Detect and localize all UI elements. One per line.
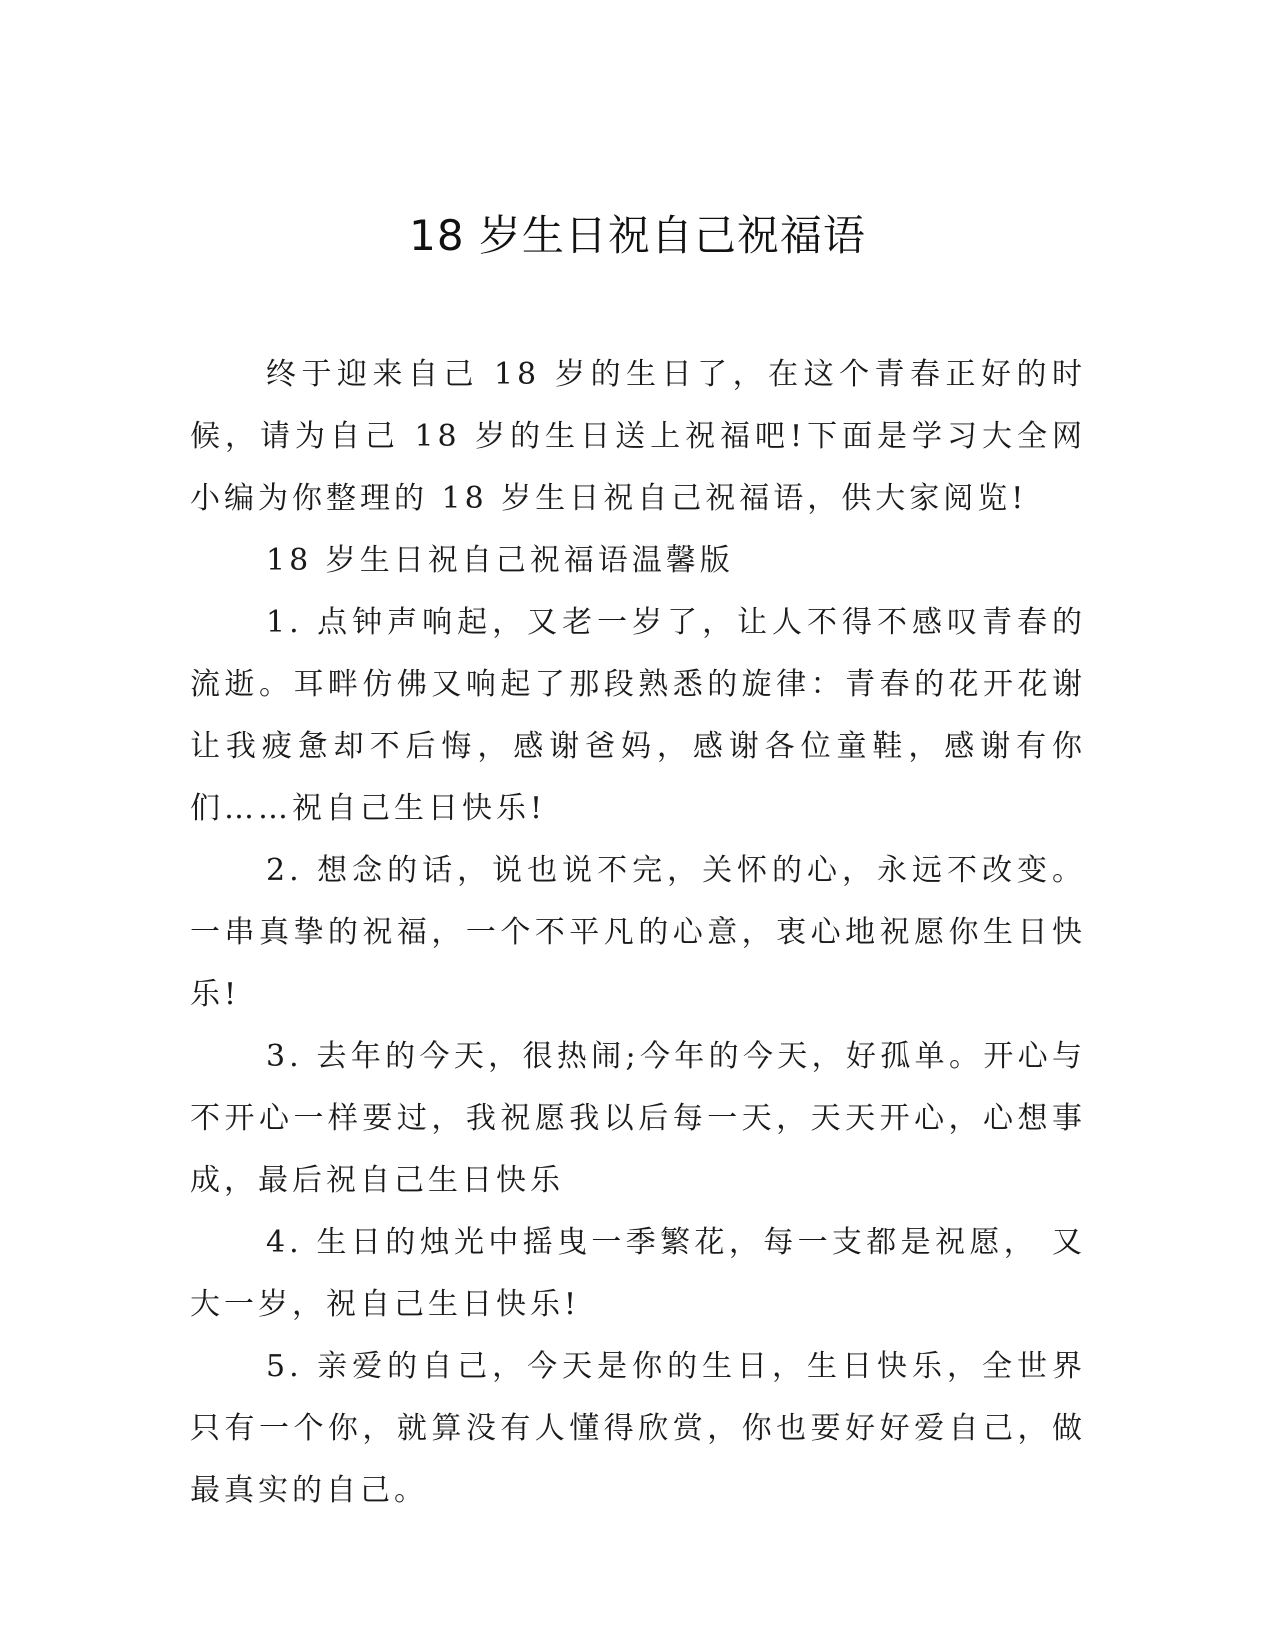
intro-paragraph: 终于迎来自己 18 岁的生日了，在这个青春正好的时候，请为自己 18 岁的生日送上祝福吧!下面是学习大全网小编为你整理的 18 岁生日祝自己祝福语，供大家阅览! [190,357,1086,516]
wish-item-5: 5. 亲爱的自己，今天是你的生日，生日快乐，全世界只有一个你，就算没有人懂得欣赏，你也要好好爱自己，做最真实的自己。 [190,1349,1086,1508]
document-title: 18 岁生日祝自己祝福语 [409,211,866,260]
document-body [190,344,1086,1522]
wish-item-3: 3. 去年的今天，很热闹;今年的今天，好孤单。开心与不开心一样要过，我祝愿我以后每一天，天天开心，心想事成，最后祝自己生日快乐 [190,1039,1086,1198]
wish-item-1: 1. 点钟声响起，又老一岁了，让人不得不感叹青春的流逝。耳畔仿佛又响起了那段熟悉的旋律：青春的花开花谢让我疲惫却不后悔，感谢爸妈，感谢各位童鞋，感谢有你们……祝自己生日快乐! [190,605,1086,826]
section-heading: 18 岁生日祝自己祝福语温馨版 [266,543,734,578]
wish-item-2: 2. 想念的话，说也说不完，关怀的心，永远不改变。一串真挚的祝福，一个不平凡的心意，衷心地祝愿你生日快乐! [190,853,1086,1012]
wish-item-4: 4. 生日的烛光中摇曳一季繁花，每一支都是祝愿， 又大一岁，祝自己生日快乐! [190,1225,1086,1322]
